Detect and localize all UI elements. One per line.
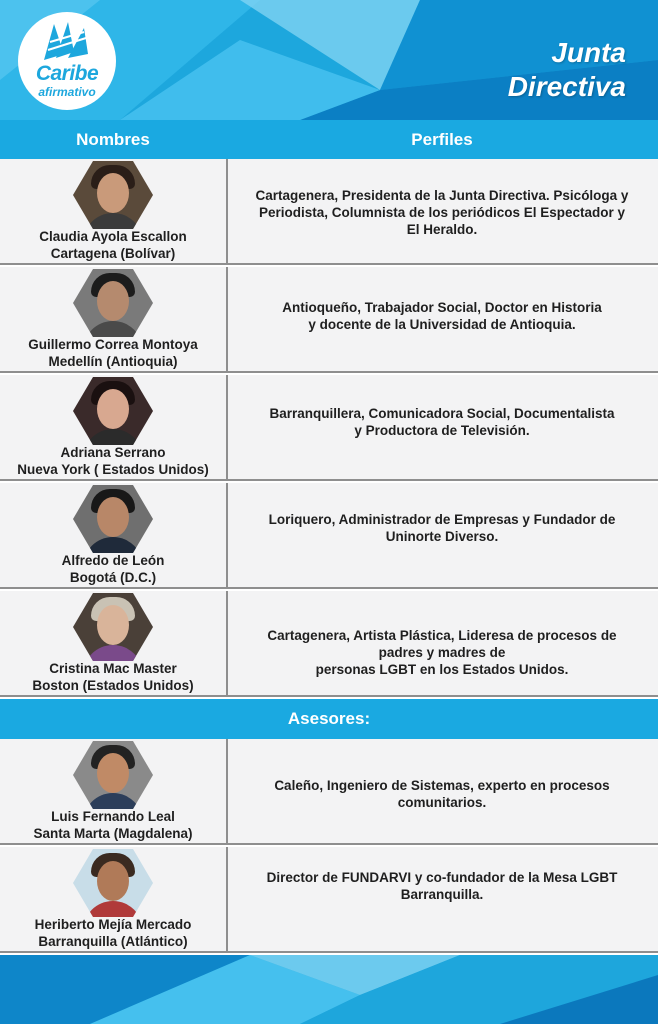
logo-text-caribe: Caribe bbox=[35, 62, 99, 85]
footer-banner bbox=[0, 955, 658, 1024]
member-photo bbox=[73, 269, 153, 337]
member-profile: Cartagenera, Presidenta de la Junta Directiva. Psicóloga y Periodista, Columnista de los periódicos El Espectador y El Heraldo. bbox=[255, 188, 629, 237]
member-location: Medellín (Antioquia) bbox=[48, 354, 178, 369]
member-row bbox=[0, 591, 658, 697]
advisors-heading: Asesores: bbox=[0, 699, 658, 739]
footer-background bbox=[0, 955, 658, 1024]
title-line-1: Junta bbox=[551, 37, 626, 68]
member-name: Adriana Serrano bbox=[60, 445, 166, 460]
advisor-name: Heriberto Mejía Mercado bbox=[34, 917, 192, 932]
column-divider bbox=[226, 375, 228, 479]
member-row bbox=[0, 267, 658, 373]
member-location: Bogotá (D.C.) bbox=[69, 570, 157, 585]
column-divider bbox=[226, 847, 228, 951]
fan-logo-icon bbox=[40, 18, 94, 64]
logo-text-afirmativo: afirmativo bbox=[38, 85, 96, 99]
advisor-profile: Caleño, Ingeniero de Sistemas, experto en procesos comunitarios. bbox=[274, 778, 610, 810]
advisor-name: Luis Fernando Leal bbox=[51, 809, 175, 824]
member-row bbox=[0, 375, 658, 481]
member-name-cell bbox=[0, 159, 226, 263]
advisor-profile: Director de FUNDARVI y co-fundador de la Mesa LGBT Barranquilla. bbox=[266, 870, 618, 902]
member-profile: Antioqueño, Trabajador Social, Doctor en Historia y docente de la Universidad de Antioquia. bbox=[282, 300, 602, 332]
column-divider bbox=[226, 591, 228, 695]
member-photo bbox=[73, 485, 153, 553]
table-header bbox=[0, 120, 658, 159]
member-name-cell bbox=[0, 267, 226, 371]
advisor-photo bbox=[73, 849, 153, 917]
member-row bbox=[0, 483, 658, 589]
advisor-name-cell bbox=[0, 739, 226, 843]
member-location: Nueva York ( Estados Unidos) bbox=[17, 462, 209, 477]
member-location: Boston (Estados Unidos) bbox=[32, 678, 194, 693]
advisor-name-cell bbox=[0, 847, 226, 951]
member-name-cell bbox=[0, 591, 226, 695]
member-profile: Barranquillera, Comunicadora Social, Documentalista y Productora de Televisión. bbox=[269, 406, 615, 438]
advisor-location: Barranquilla (Atlántico) bbox=[38, 934, 188, 949]
member-name: Cristina Mac Master bbox=[49, 661, 177, 676]
advisor-location: Santa Marta (Magdalena) bbox=[33, 826, 193, 841]
caribe-afirmativo-logo[interactable] bbox=[18, 12, 116, 110]
member-profile: Loriquero, Administrador de Empresas y Fundador de Uninorte Diverso. bbox=[268, 512, 616, 544]
member-name: Alfredo de León bbox=[61, 553, 165, 568]
header-banner bbox=[0, 0, 658, 120]
column-divider bbox=[226, 267, 228, 371]
title-line-2: Directiva bbox=[507, 71, 626, 102]
advisor-row bbox=[0, 739, 658, 845]
advisor-photo bbox=[73, 741, 153, 809]
page-title bbox=[466, 36, 626, 104]
member-name-cell bbox=[0, 483, 226, 587]
column-header-profiles: Perfiles bbox=[411, 130, 473, 149]
member-photo bbox=[73, 593, 153, 661]
member-name-cell bbox=[0, 375, 226, 479]
column-header-names: Nombres bbox=[76, 130, 150, 149]
column-divider bbox=[226, 483, 228, 587]
member-name: Guillermo Correa Montoya bbox=[28, 337, 198, 352]
column-divider bbox=[226, 159, 228, 263]
advisor-row bbox=[0, 847, 658, 953]
member-photo bbox=[73, 377, 153, 445]
member-photo bbox=[73, 161, 153, 229]
column-divider bbox=[226, 739, 228, 843]
member-name: Claudia Ayola Escallon bbox=[39, 229, 187, 244]
member-location: Cartagena (Bolívar) bbox=[50, 246, 176, 261]
member-row bbox=[0, 159, 658, 265]
member-profile: Cartagenera, Artista Plástica, Lideresa de procesos de padres y madres de personas LGBT en los Estados Unidos. bbox=[267, 628, 617, 677]
